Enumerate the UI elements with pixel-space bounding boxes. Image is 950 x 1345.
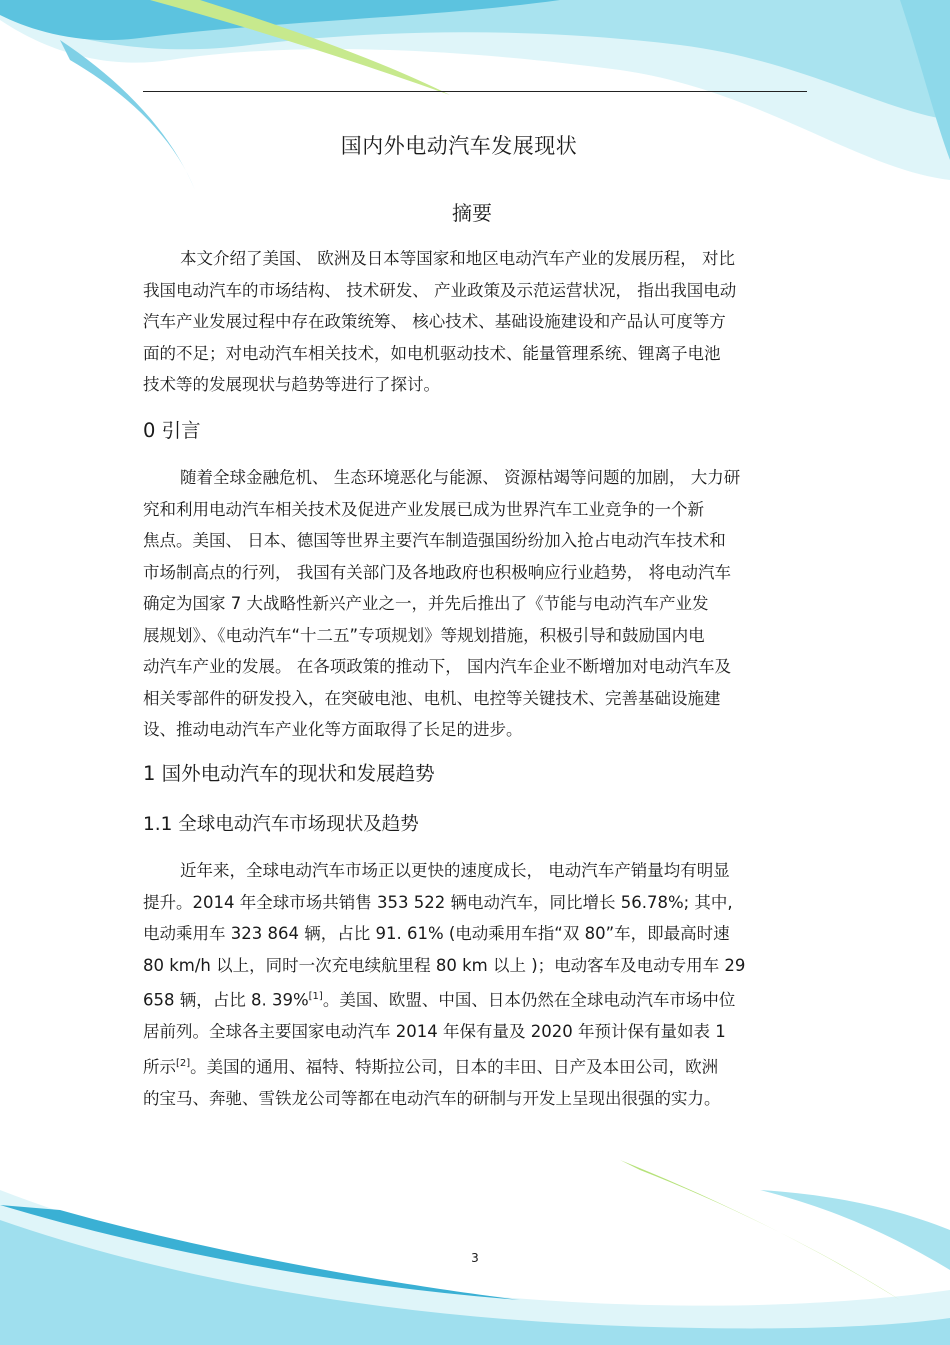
section-1-heading: 1 国外电动汽车的现状和发展趋势 <box>143 762 435 785</box>
page-number: 3 <box>471 1251 479 1265</box>
body-line: 的宝马、奔驰、雪铁龙公司等都在电动汽车的研制与开发上呈现出很强的实力。 <box>143 1088 721 1108</box>
body-line: 80 km/h 以上，同时一次充电续航里程 80 km 以上 )；电动客车及电动专用车 29 <box>143 955 746 975</box>
body-line: 动汽车产业的发展。 在各项政策的推动下， 国内汽车企业不断增加对电动汽车及 <box>143 657 731 676</box>
citation-ref-2: [2] <box>176 1057 191 1069</box>
abstract-paragraph <box>143 243 809 401</box>
body-line: 市场制高点的行列， 我国有关部门及各地政府也积极响应行业趋势， 将电动汽车 <box>143 562 731 582</box>
document-title: 国内外电动汽车发展现状 <box>340 134 578 158</box>
body-line: 焦点。美国、 日本、德国等世界主要汽车制造强国纷纷加入抢占电动汽车技术和 <box>143 531 726 550</box>
body-line: 提升。2014 年全球市场共销售 353 522 辆电动汽车，同比增长 56.78%; 其中, <box>143 892 733 912</box>
body-line: 近年来，全球电动汽车市场正以更快的速度成长， 电动汽车产销量均有明显 <box>180 861 730 880</box>
header-rule <box>143 91 807 92</box>
section-0-paragraph <box>143 462 809 746</box>
section-1-1-heading: 1.1 全球电动汽车市场现状及趋势 <box>143 814 419 835</box>
body-line <box>143 1048 809 1083</box>
body-text: 。美国的通用、福特、特斯拉公司，日本的丰田、日产及本田公司，欧洲 <box>190 1057 719 1076</box>
body-line <box>143 981 809 1016</box>
abstract-line: 本文介绍了美国、 欧洲及日本等国家和地区电动汽车产业的发展历程， 对比 <box>180 249 735 268</box>
abstract-line: 技术等的发展现状与趋势等进行了探讨。 <box>143 375 440 394</box>
abstract-line: 我国电动汽车的市场结构、 技术研发、 产业政策及示范运营状况， 指出我国电动 <box>143 280 737 300</box>
citation-ref-1: [1] <box>308 991 323 1002</box>
body-text: 。美国、欧盟、中国、日本仍然在全球电动汽车市场中位 <box>322 990 736 1010</box>
body-line: 电动乘用车 323 864 辆，占比 91. 61% (电动乘用车指“双 80”车，即最高时速 <box>143 924 730 943</box>
body-line: 确定为国家 7 大战略性新兴产业之一，并先后推出了《节能与电动汽车产业发 <box>143 594 709 613</box>
body-text: 658 辆，占比 8. 39% <box>143 990 309 1010</box>
body-text: 所示 <box>143 1057 176 1076</box>
abstract-line: 面的不足；对电动汽车相关技术，如电机驱动技术、能量管理系统、锂离子电池 <box>143 343 721 363</box>
body-line: 展规划》、《电动汽车“十二五”专项规划》等规划措施，积极引导和鼓励国内电 <box>143 625 705 645</box>
body-line: 相关零部件的研发投入，在突破电池、电机、电控等关键技术、完善基础设施建 <box>143 688 721 708</box>
body-line: 设、推动电动汽车产业化等方面取得了长足的进步。 <box>143 720 523 739</box>
body-line: 究和利用电动汽车相关技术及促进产业发展已成为世界汽车工业竞争的一个新 <box>143 499 704 519</box>
section-1-1-paragraph <box>143 855 809 1114</box>
body-line: 随着全球金融危机、 生态环境恶化与能源、 资源枯竭等问题的加剧， 大力研 <box>180 468 741 487</box>
body-line: 居前列。全球各主要国家电动汽车 2014 年保有量及 2020 年预计保有量如表 1 <box>143 1022 726 1041</box>
section-0-heading: 0 引言 <box>143 419 201 442</box>
abstract-line: 汽车产业发展过程中存在政策统筹、 核心技术、基础设施建设和产品认可度等方 <box>143 312 726 331</box>
abstract-heading: 摘要 <box>452 201 492 225</box>
